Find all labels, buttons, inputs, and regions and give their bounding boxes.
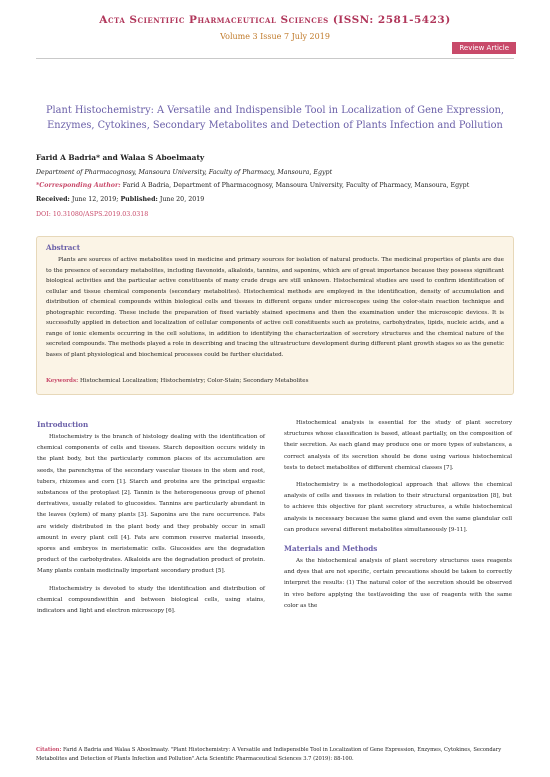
abstract-heading: Abstract [46, 243, 81, 252]
citation-label: Citation: [36, 747, 62, 753]
abstract-text: Plants are sources of active metabolites used in medicine and primary sources for isolation of natural products. The medicinal properties of plants are due to the presence of secondary metabolites, including flavonoids, alkaloids, tannins, and saponins, which are of great importance because they possess significant biological activities and the particular active constituents of many crude drugs are still unknown. Histochemical studies are used to confirm identification of cellular and tissue chemical components (secondary metabolites). Histochemical methods are employed in the identification, density of accumulation and distribution of chemical compounds within biological cells and tissues in different organs under microscopes using the color-stain reaction technique and photographic recording. These include the preparation of fixed variably stained specimens and then the examination under the microscopic devices. It is successfully applied in detection and localization of cellular components of active cell constituents such as proteins, carbohydrates, lipids, nucleic acids, and a range of ionic elements occurring in the cell solutions, in addition to identifying the characterization of secretory structures and the chemical nature of the secreted compounds. The methods played a role in describing and tracing the ultrastructure development during different plant growth stages so as the genetic bases of plant physiological and biochemical processes could be further elucidated. [46, 257, 504, 358]
received-date: June 12, 2019; [71, 196, 119, 203]
journal-header [0, 14, 550, 41]
dates [36, 195, 514, 204]
authors: Farid A Badria* and Walaa S Aboelmaaty [36, 153, 205, 162]
published-label: Published: [120, 196, 158, 203]
intro-heading: Introduction [37, 420, 89, 429]
article-title: Plant Histochemistry: A Versatile and Indispensible Tool in Localization of Gene Expression, Enzymes, Cytokines, Secondary Metabolites and Detection of Plants Infection and Pollution [45, 105, 505, 131]
corresponding-text: Farid A Badria, Department of Pharmacognosy, Mansoura University, Faculty of Pharmacy, Mansoura, Egypt [122, 182, 470, 189]
affiliation: Department of Pharmacognosy, Mansoura University, Faculty of Pharmacy, Mansoura, Egypt [36, 169, 333, 176]
intro-paragraph-2: Histochemistry is devoted to study the identification and distribution of chemical compoundswithin and between biological cells, using stains, indicators and light and electron microscopy [6]. [37, 585, 265, 615]
right-paragraph-1: Histochemical analysis is essential for the study of plant secretory structures whose classification is based, atleast partially, on the composition of their secretion. As each gland may produce one or more types of substances, a correct analysis of its secretion should be done using various histochemical tests to detect metabolites of different chemical classes [7]. [284, 420, 512, 471]
journal-name: Acta Scientific Pharmaceutical Sciences (ISSN: 2581-5423) [99, 14, 451, 26]
doi-link[interactable]: DOI: 10.31080/ASPS.2019.03.0318 [36, 211, 149, 218]
intro-paragraph-1: Histochemistry is the branch of histology dealing with the identification of chemical components of cells and tissues. Starch deposition occurs widely in the plant body, but the particularly common places of its accumulation are seeds, the parenchyma of the secondary vascular tissues in the stem and root, tubers, rhizomes and corn [1]. Starch and proteins are the principal ergastic substances of the protoplast [2]. Tannin is the heterogeneous group of phenol derivatives, usually related to glucosides. Tannins are particularly abundant in the leaves (xylem) of many plants [3]. Saponins are the rare occurrence. Fats are widely distributed in the plant body and they probably occur in small amount in every plant cell [4]. Fats are common reserve material inseeds, spores and embryos in meristematic cells. Glucosides are the degradation product of the carbohydrates. Alkaloids are the degradation product of protein. Many plants contain medicinally important secondary product [5]. [37, 434, 265, 575]
left-column [37, 418, 265, 623]
right-paragraph-2: Histochemistry is a methodological approach that allows the chemical analysis of cells and tissues in relation to their structural organization [8], but to achieve this objective for plant secretory structures, a while histochemical analysis is necessary because the same gland and even the same glandular cell can produce several different metabolites simultaneously [9-11]. [284, 482, 512, 533]
received-label: Received: [36, 196, 70, 203]
corresponding-author [36, 181, 514, 190]
article-type-badge: Review Article [452, 42, 516, 54]
citation-text: Farid A Badria and Walaa S Aboelmaaty. "Plant Histochemistry: A Versatile and Indispensible Tool in Localization of Gene Expression, Enzymes, Cytokines, Secondary Metabolites and Detection of Plants Infection and Pollution".Acta Scientific Pharmaceutical Sciences 3.7 (2019): 88-100. [36, 747, 502, 762]
methods-paragraph-1: As the histochemical analysis of plant secretory structures uses reagents and dyes that are not specific, certain precautions should be taken to correctly interpret the results: (1) The natural color of the secretion should be observed in vivo before applying the test(avoiding the use of reagents with the same color as the [284, 558, 512, 609]
keywords-label: Keywords: [46, 378, 79, 384]
header-divider [36, 58, 514, 59]
methods-heading: Materials and Methods [284, 544, 378, 554]
keywords [46, 378, 504, 384]
corresponding-label: *Corresponding Author: [36, 182, 121, 189]
issue-info: Volume 3 Issue 7 July 2019 [220, 32, 330, 41]
citation-footer [36, 746, 514, 763]
keywords-text: Histochemical Localization; Histochemistry; Color-Stain; Secondary Metabolites [79, 378, 309, 384]
right-column [284, 418, 512, 618]
published-date: June 20, 2019 [159, 196, 205, 203]
